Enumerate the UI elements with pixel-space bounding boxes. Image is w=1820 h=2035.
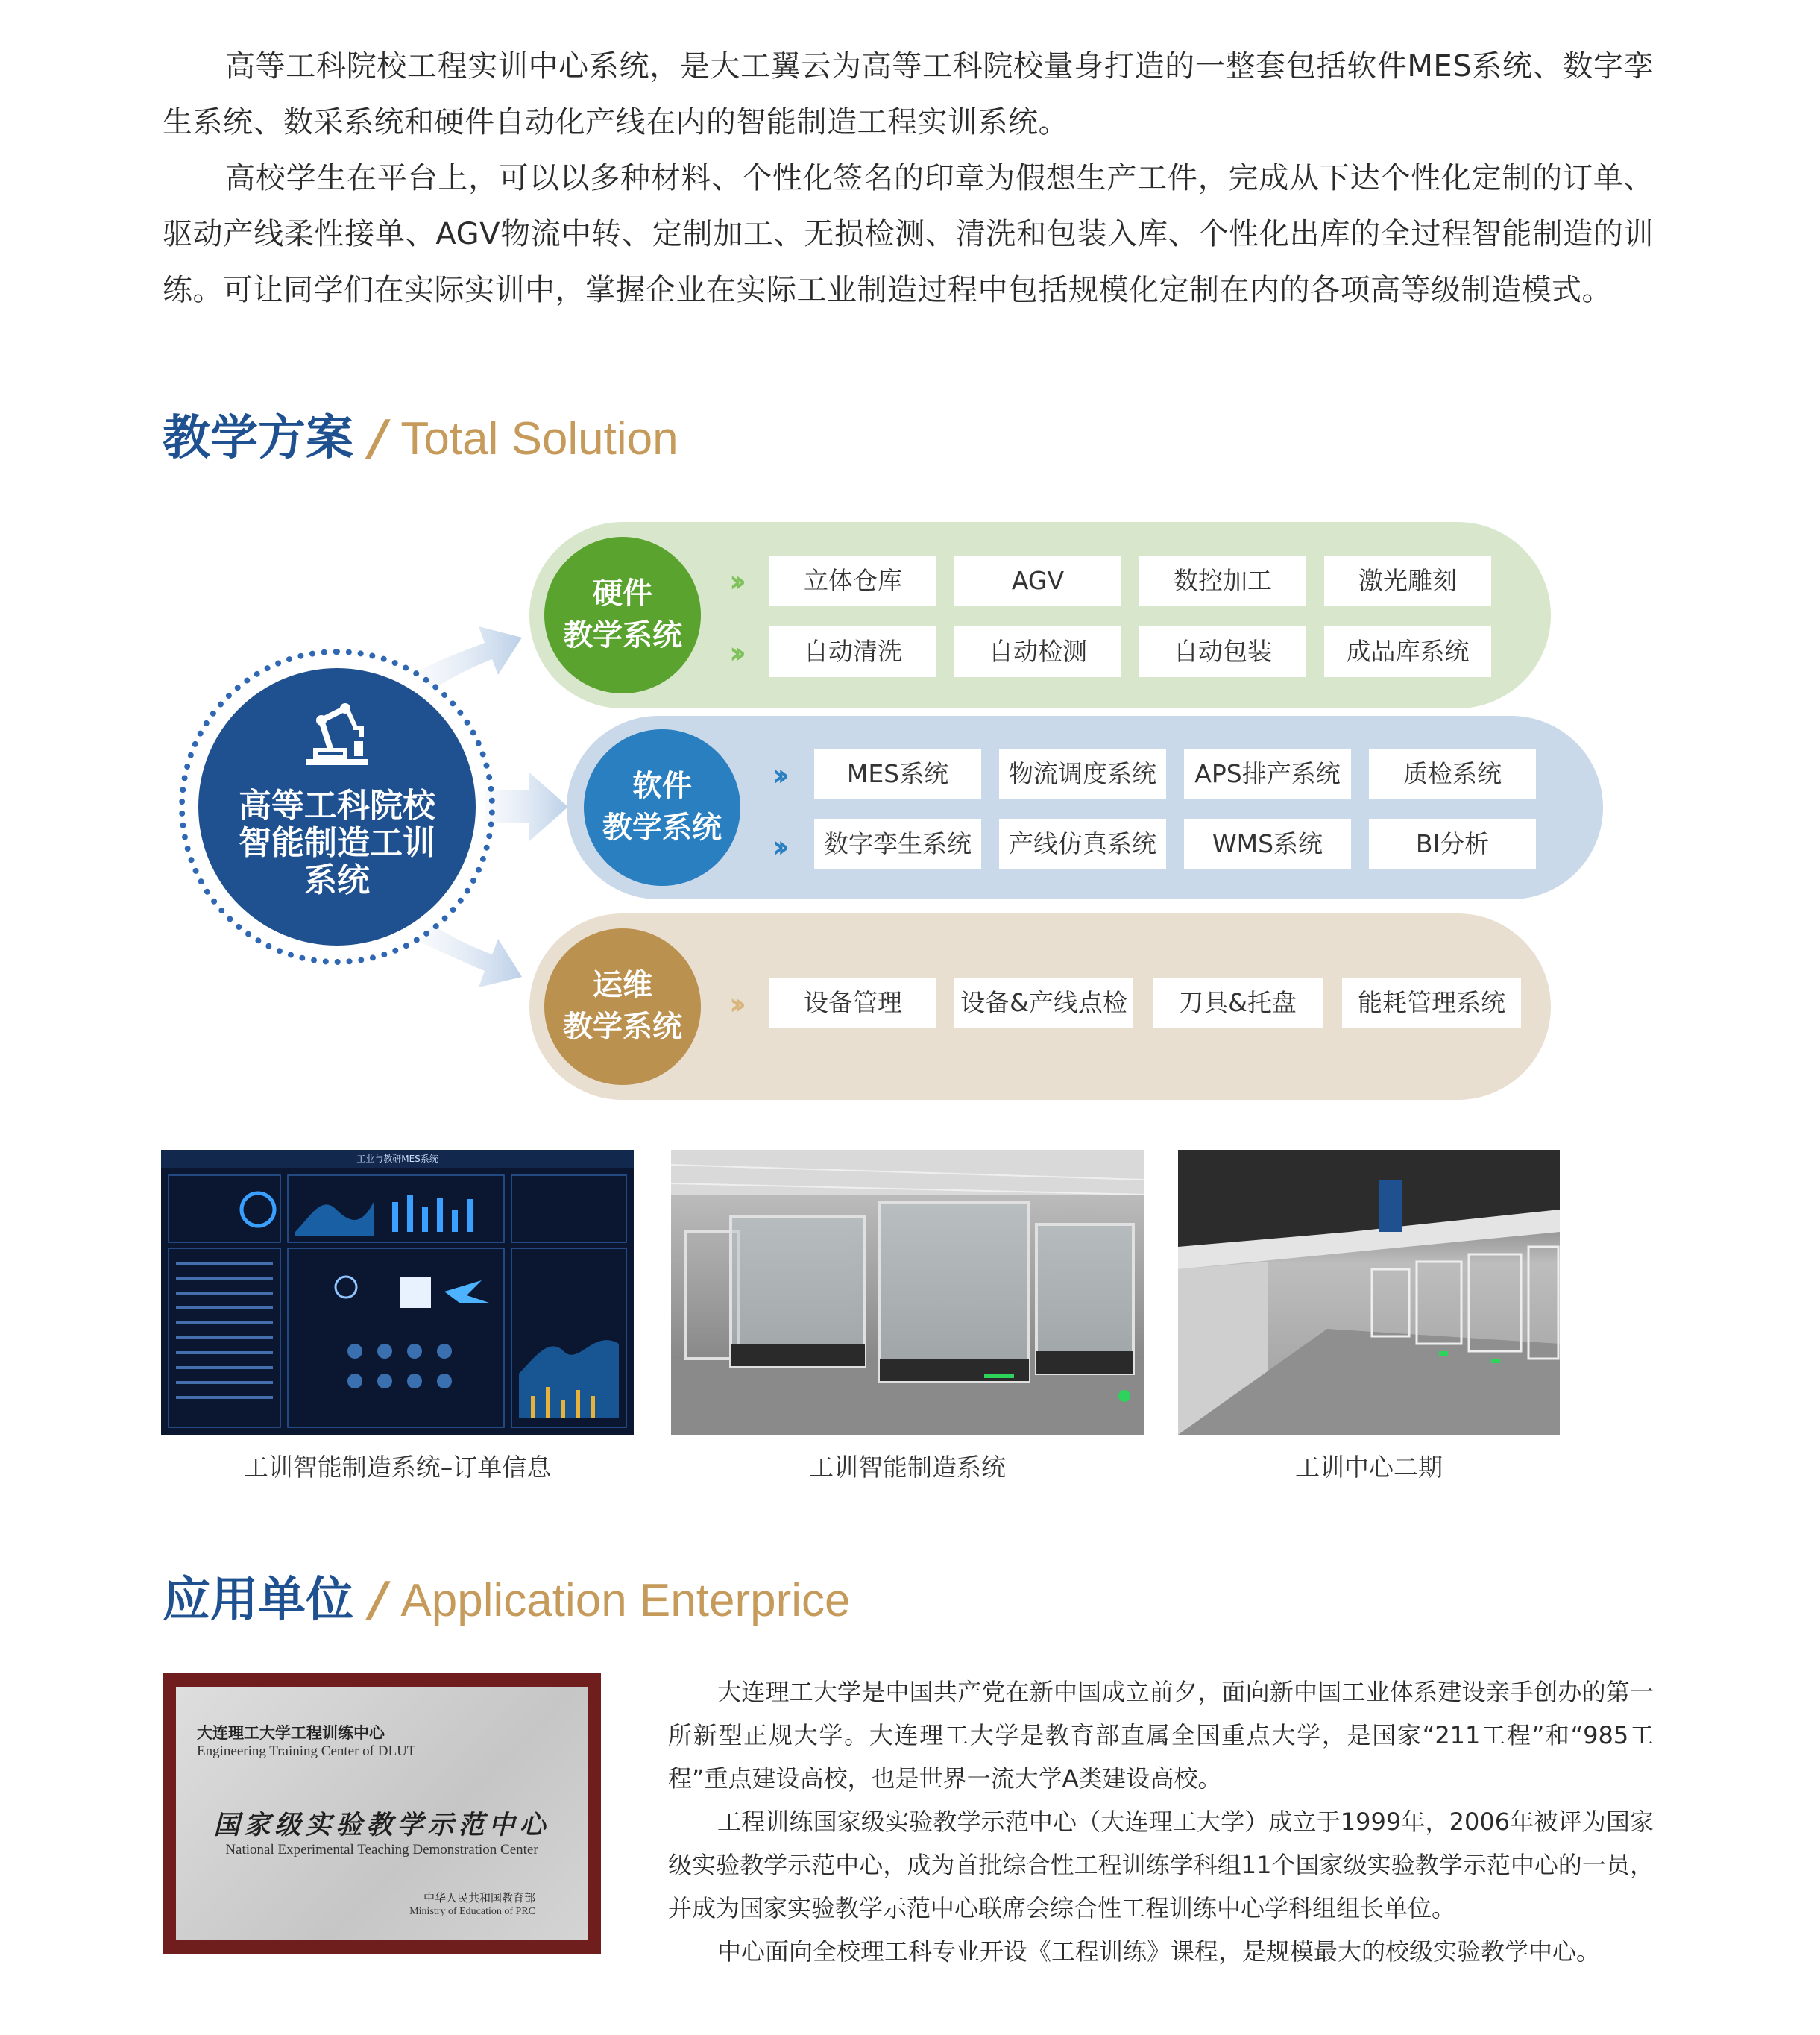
software-item: APS排产系统 [1184,749,1351,799]
intro-paragraph-1: 高等工科院校工程实训中心系统，是大工翼云为高等工科院校量身打造的一整套包括软件MES系统、数字孪生系统、数采系统和硬件自动化产线在内的智能制造工程实训系统。 [163,49,1654,139]
hardware-item: 立体仓库 [769,556,936,606]
chevron-right-icon: ›› [729,636,739,670]
section-title-slash: / [370,1573,388,1628]
application-paragraph-1: 大连理工大学是中国共产党在新中国成立前夕，面向新中国工业体系建设亲手创办的第一所新型正规大学。大连理工大学是教育部直属全国重点大学，是国家“211工程”和“985工程”重点建设高校，也是世界一流大学A类建设高校。 [668,1678,1654,1793]
center-line-1: 高等工科院校 [239,787,435,825]
photo-caption-3: 工训中心二期 [1295,1453,1443,1482]
software-badge [584,729,740,886]
plaque-org-cn: 大连理工大学工程训练中心 [197,1723,385,1742]
chevron-right-icon: ›› [772,830,782,864]
hardware-item: 自动包装 [1139,626,1306,677]
software-badge-line-1: 软件 [632,769,692,803]
operations-badge-line-1: 运维 [593,968,652,1002]
software-item: 数字孪生系统 [814,819,981,869]
arrow-to-operations [418,925,522,987]
hardware-item: 自动检测 [954,626,1121,677]
dashboard-graphic [161,1150,634,1435]
plaque-face [176,1687,588,1940]
application-text [668,1670,1654,1973]
center-line-2: 智能制造工训 [239,824,435,862]
software-item: WMS系统 [1184,819,1351,869]
plaque-issuer-cn: 中华人民共和国教育部 [423,1891,535,1905]
intro-text [163,39,1654,318]
operations-item: 刀具&托盘 [1153,978,1323,1028]
hardware-item: 激光雕刻 [1324,556,1491,606]
robot-arm-icon [299,698,375,770]
training-center-graphic [1178,1150,1560,1435]
software-badge-line-2: 教学系统 [602,811,722,845]
hardware-badge-line-2: 教学系统 [563,618,682,652]
award-plaque [163,1673,601,1954]
arrow-to-hardware [418,626,522,690]
hardware-item: 自动清洗 [769,626,936,677]
plaque-org-en: Engineering Training Center of DLUT [197,1743,416,1759]
section-title-en: Application Enterprice [400,1575,851,1626]
section-title-slash: / [370,411,388,466]
chevron-right-icon: ›› [729,987,739,1022]
application-paragraph-2: 工程训练国家级实验教学示范中心（大连理工大学）成立于1999年，2006年被评为国家级实验教学示范中心，成为首批综合性工程训练学科组11个国家级实验教学示范中心的一员，并成为国家实验教学示范中心联席会综合性工程训练中心学科组组长单位。 [668,1808,1654,1922]
software-item: 产线仿真系统 [999,819,1166,869]
operations-item: 设备&产线点检 [954,978,1133,1028]
operations-item: 设备管理 [769,978,936,1028]
training-center-photo [1178,1150,1560,1435]
photo-caption-2: 工训智能制造系统 [809,1453,1006,1482]
section-title-cn: 教学方案 [163,411,353,466]
operations-item: 能耗管理系统 [1342,978,1521,1028]
plaque-issuer-en: Ministry of Education of PRC [409,1906,535,1917]
operations-badge-line-2: 教学系统 [563,1010,682,1044]
section-title-application [163,1570,850,1631]
hardware-badge [544,537,701,693]
arrow-to-software [485,773,568,841]
software-item: 质检系统 [1369,749,1536,799]
production-line-photo [671,1150,1144,1435]
chevron-right-icon: ›› [729,564,739,599]
intro-paragraph-2: 高校学生在平台上，可以以多种材料、个性化签名的印章为假想生产工件，完成从下达个性化定制的订单、驱动产线柔性接单、AGV物流中转、定制加工、无损检测、清洗和包装入库、个性化出库的全过程智能制造的训练。可让同学们在实际实训中，掌握企业在实际工业制造过程中包括规模化定制在内的各项高等级制造模式。 [163,161,1654,307]
operations-badge [544,928,701,1085]
dashboard-title: 工业与教研MES系统 [356,1154,438,1164]
plaque-title-cn: 国家级实验教学示范中心 [213,1810,550,1840]
center-title [198,787,476,899]
hardware-badge-line-1: 硬件 [593,576,652,611]
center-line-3: 系统 [304,861,370,899]
application-paragraph-3: 中心面向全校理工科专业开设《工程训练》课程，是规模最大的校级实验教学中心。 [717,1937,1601,1966]
hardware-item: 成品库系统 [1324,626,1491,677]
chevron-right-icon: ›› [772,758,782,793]
photo-caption-1: 工训智能制造系统–订单信息 [243,1453,552,1482]
section-title-solution [163,409,678,469]
production-line-graphic [671,1150,1144,1435]
hardware-item: 数控加工 [1139,556,1306,606]
plaque-title-en: National Experimental Teaching Demonstration Center [225,1842,538,1858]
software-item: MES系统 [814,749,981,799]
software-item: 物流调度系统 [999,749,1166,799]
section-title-cn: 应用单位 [163,1573,353,1628]
section-title-en: Total Solution [400,413,678,465]
mes-dashboard-photo [161,1150,634,1435]
software-item: BI分析 [1369,819,1536,869]
hardware-item: AGV [954,556,1121,606]
center-circle [198,668,476,946]
